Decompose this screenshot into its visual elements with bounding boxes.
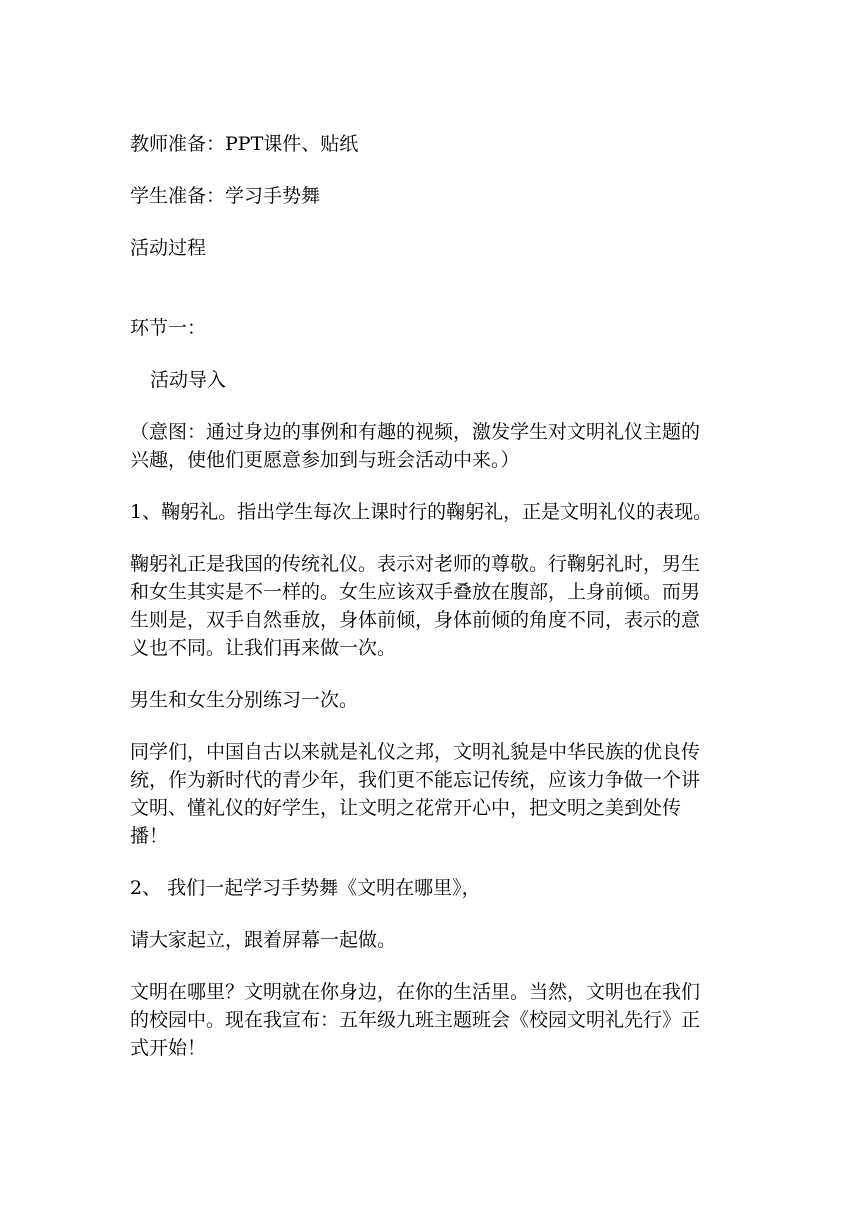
paragraph-line: 文明在哪里？文明就在你身边，在你的生活里。当然，文明也在我们 [130,981,701,1003]
activity-intro-heading: 活动导入 [150,369,227,391]
paragraph-line: 的校园中。现在我宣布：五年级九班主题班会《校园文明礼先行》正 [130,1009,701,1031]
item-one-text: 1、鞠躬礼。指出学生每次上课时行的鞠躬礼，正是文明礼仪的表现。 [130,501,713,523]
stand-up-text: 请大家起立，跟着屏幕一起做。 [130,929,397,951]
item-two-text: 2、 我们一起学习手势舞《文明在哪里》， [130,877,481,899]
bow-paragraph [130,550,730,662]
classmates-paragraph [130,738,730,850]
paragraph-line: 生则是，双手自然垂放，身体前倾，身体前倾的角度不同，表示的意 [130,609,701,631]
paragraph-line: 统，作为新时代的青少年，我们更不能忘记传统，应该力争做一个讲 [130,769,701,791]
closing-paragraph [130,978,730,1062]
blank-spacer [130,262,730,314]
student-prep-text: 学生准备：学习手势舞 [130,185,321,207]
paragraph-line: 义也不同。让我们再来做一次。 [130,637,397,659]
intent-paragraph [130,418,730,474]
paragraph-line: 播！ [130,825,169,847]
paragraph-line: 同学们，中国自古以来就是礼仪之邦，文明礼貌是中华民族的优良传 [130,741,701,763]
paragraph-line: 鞠躬礼正是我国的传统礼仪。表示对老师的尊敬。行鞠躬礼时，男生 [130,553,701,575]
section-one-heading: 环节一： [130,317,207,339]
paragraph-line: 式开始！ [130,1037,207,1059]
intent-line: （意图：通过身边的事例和有趣的视频，激发学生对文明礼仪主题的 [130,421,701,443]
paragraph-line: 和女生其实是不一样的。女生应该双手叠放在腹部，上身前倾。而男 [130,581,701,603]
paragraph-line: 文明、懂礼仪的好学生，让文明之花常开心中，把文明之美到处传 [130,797,682,819]
activity-process-heading: 活动过程 [130,237,207,259]
teacher-prep-text: 教师准备：PPT课件、贴纸 [130,133,359,155]
practice-text: 男生和女生分别练习一次。 [130,689,359,711]
intent-line: 兴趣，使他们更愿意参加到与班会活动中来。） [130,449,520,471]
document-page [130,130,730,1086]
